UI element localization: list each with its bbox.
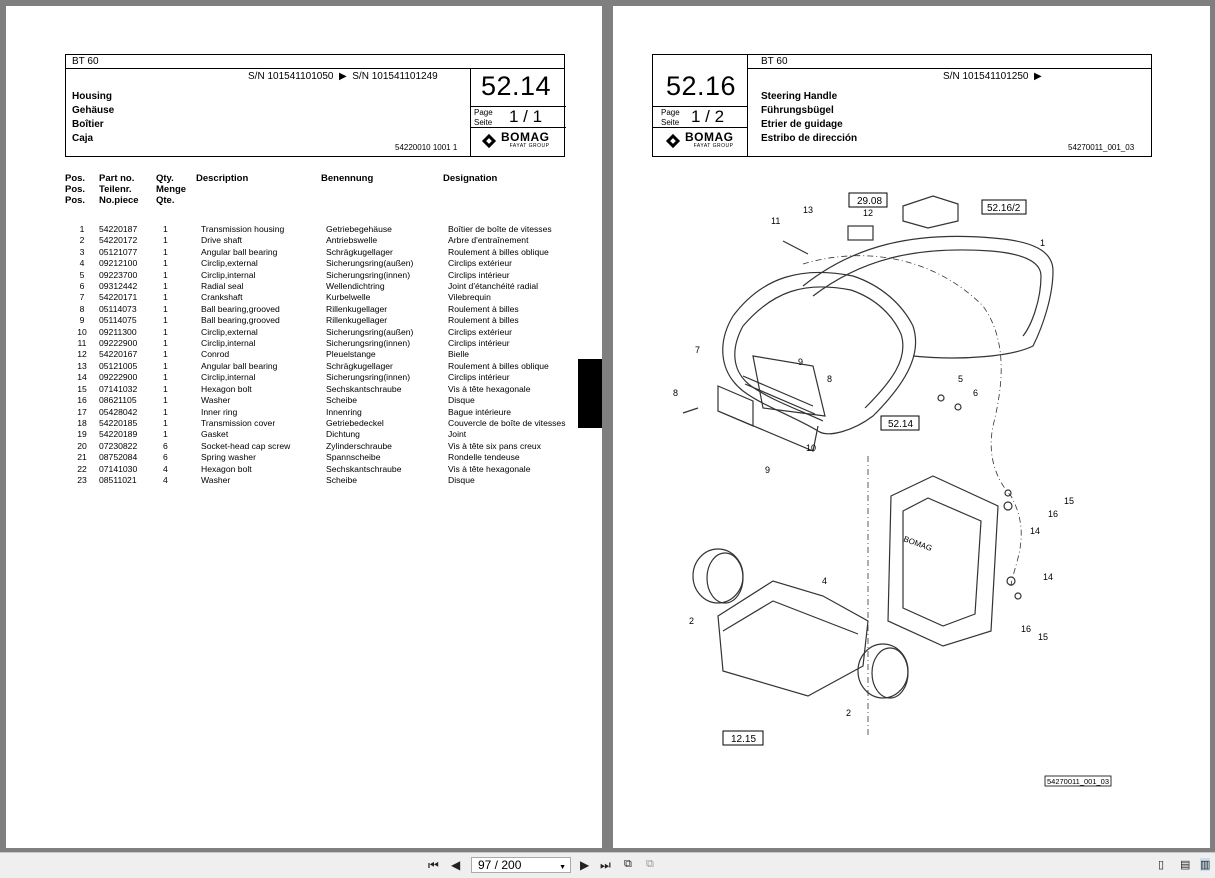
cell-designation: Vis à tête hexagonale [448,383,531,394]
cell-description: Hexagon bolt [201,463,252,474]
ref-box-29-08: 29.08 [857,196,883,207]
group-number: 52.14 [481,71,552,101]
cell-benennung: Antriebswelle [326,235,378,246]
cell-designation: Roulement à billes [448,315,519,326]
cell-qty: 6 [163,440,168,451]
cell-qty: 1 [163,303,168,314]
cell-designation: Disque [448,474,475,485]
cell-qty: 4 [163,474,168,485]
doc-number: 54220010 1001 1 [395,143,458,152]
cell-part-no: 09211300 [99,326,137,337]
cell-pos: 5 [79,269,85,280]
rotate-page-icon[interactable]: ⧉ [624,858,632,870]
cell-part-no: 54220187 [99,224,138,234]
col-designation-header: Designation [443,173,498,184]
cell-pos: 16 [77,395,87,406]
part-brand-label: BOMAG [902,534,934,554]
cell-pos: 3 [79,246,85,257]
serial-range: S/N 101541101250 ▶ [943,71,1042,82]
cell-qty: 1 [163,349,168,360]
facing-view-icon[interactable]: ▥ [1200,859,1211,871]
callout-13: 13 [803,205,814,215]
cell-designation: Vis à tête six pans creux [448,440,541,451]
cell-pos: 18 [77,417,87,428]
table-row [65,361,585,372]
cell-qty: 1 [163,417,168,428]
title-es: Estribo de dirección [761,133,858,144]
cell-benennung: Sicherungsring(innen) [326,372,411,383]
cell-designation: Couvercle de boîte de vitesses [448,417,566,428]
callout-14a: 14 [1030,526,1041,536]
callout-16b: 16 [1021,624,1032,634]
cell-designation: Circlips intérieur [448,338,510,349]
cell-qty: 6 [163,452,168,463]
ref-box-52-14: 52.14 [888,419,914,430]
cell-qty: 1 [163,269,168,280]
table-row [65,292,585,303]
left-page [6,6,602,848]
cell-pos: 14 [77,372,87,383]
cell-description: Socket-head cap screw [201,440,291,451]
cell-description: Spring washer [201,452,256,463]
cell-pos: 21 [77,452,87,463]
cell-benennung: Wellendichtring [326,281,385,292]
cell-description: Angular ball bearing [201,360,278,371]
cell-description: Crankshaft [201,292,243,303]
cell-part-no: 07230822 [99,440,138,451]
callout-5: 5 [958,374,964,384]
bomag-logo: BOMAG FAYAT GROUP [668,132,734,149]
first-page-icon[interactable]: ⏮ [428,858,439,872]
callout-12: 12 [863,208,874,218]
callout-14b: 14 [1043,572,1054,582]
cell-description: Transmission housing [201,224,285,234]
table-row [65,429,585,440]
cell-description: Ball bearing,grooved [201,315,280,326]
cell-qty: 1 [163,360,168,371]
prev-page-icon[interactable]: ◀ [451,858,461,872]
cell-qty: 1 [163,224,168,234]
cell-description: Drive shaft [201,235,243,246]
cell-designation: Joint d'étanchéité radial [448,281,539,292]
cell-pos: 19 [77,429,87,440]
callout-9a: 9 [798,357,804,367]
cell-designation: Roulement à billes [448,303,519,314]
cell-part-no: 09222900 [99,372,138,383]
title-fr: Etrier de guidage [761,119,843,130]
cell-pos: 11 [77,338,87,349]
cell-benennung: Spannscheibe [326,452,381,463]
cell-qty: 1 [163,258,168,269]
exploded-diagram [613,176,1210,816]
title-fr: Boîtier [72,119,104,130]
cell-benennung: Kurbelwelle [326,292,371,303]
group-number: 52.16 [666,71,737,101]
cell-pos: 6 [79,281,85,292]
cell-designation: Roulement à billes oblique [448,360,549,371]
bomag-logo: BOMAG FAYAT GROUP [484,132,550,149]
ref-box-52-16-2: 52.16/2 [987,203,1021,214]
cell-benennung: Scheibe [326,474,358,485]
table-row [65,224,585,235]
cell-qty: 4 [163,463,168,474]
table-row [65,338,585,349]
table-row [65,475,585,486]
cell-description: Circlip,internal [201,372,256,383]
page-label-en: Page [661,108,680,117]
cell-part-no: 07141030 [99,463,138,474]
table-row [65,452,585,463]
cell-benennung: Sicherungsring(außen) [326,326,414,337]
table-row [65,315,585,326]
callout-8a: 8 [673,388,679,398]
cell-pos: 15 [77,383,87,394]
single-page-view-icon[interactable]: ▯ [1158,859,1165,871]
cell-description: Circlip,internal [201,338,256,349]
cell-qty: 1 [163,235,168,246]
page-label-en: Page [474,108,493,117]
page-label-de: Seite [661,118,680,127]
cell-benennung: Pleuelstange [326,349,376,360]
cell-qty: 1 [163,406,168,417]
cell-part-no: 05114073 [99,303,137,314]
cell-designation: Vilebrequin [448,292,491,303]
cell-benennung: Sicherungsring(innen) [326,269,411,280]
page-number-select[interactable]: 97 / 200 ▼ [471,857,571,873]
cell-pos: 13 [77,360,87,371]
cell-description: Conrod [201,349,230,360]
cell-part-no: 54220172 [99,235,138,246]
table-row [65,281,585,292]
cell-description: Ball bearing,grooved [201,303,280,314]
cell-part-no: 09312442 [99,281,138,292]
cell-benennung: Innenring [326,406,362,417]
table-row [65,235,585,246]
cell-description: Washer [201,474,231,485]
dropdown-arrow-icon: ▼ [559,864,566,871]
cell-pos: 8 [79,303,85,314]
col-pos-header: Pos. Pos. Pos. [65,173,86,206]
cell-part-no: 07141032 [99,383,138,394]
cell-part-no: 05428042 [99,406,138,417]
cell-benennung: Sechskantschraube [326,463,402,474]
cell-benennung: Rillenkugellager [326,315,388,326]
parts-table [65,224,585,486]
cell-part-no: 09212100 [99,258,138,269]
table-row [65,258,585,269]
cell-benennung: Sicherungsring(außen) [326,258,414,269]
cell-designation: Joint [448,429,467,440]
col-desc-header: Description [196,173,249,184]
cell-description: Hexagon bolt [201,383,252,394]
cell-description: Circlip,external [201,258,258,269]
title-de: Führungsbügel [761,105,834,116]
callout-9b: 9 [765,465,771,475]
cell-qty: 1 [163,383,168,394]
cell-part-no: 08621105 [99,395,137,406]
cell-qty: 1 [163,246,168,257]
cell-pos: 10 [77,326,87,337]
cell-benennung: Getriebegehäuse [326,224,392,234]
table-row [65,407,585,418]
title-es: Caja [72,133,94,144]
cell-designation: Circlips extérieur [448,326,512,337]
cell-designation: Bielle [448,349,470,360]
page-indicator: 1 / 2 [691,107,725,126]
table-row [65,270,585,281]
cell-pos: 4 [79,258,85,269]
callout-6: 6 [973,388,979,398]
cell-description: Inner ring [201,406,238,417]
col-part-header: Part no. Teilenr. No.piece [99,173,139,206]
table-row [65,327,585,338]
table-row [65,304,585,315]
continuous-view-icon[interactable]: ▤ [1180,859,1191,871]
table-row [65,349,585,360]
cell-description: Angular ball bearing [201,246,278,257]
cell-part-no: 08511021 [99,474,137,485]
cell-part-no: 09223700 [99,269,138,280]
cell-designation: Circlips intérieur [448,269,510,280]
cell-qty: 1 [163,315,168,326]
cell-designation: Circlips extérieur [448,258,512,269]
cell-part-no: 05121077 [99,246,138,257]
cell-part-no: 05121005 [99,360,138,371]
page-label-de: Seite [474,118,493,127]
callout-1: 1 [1040,238,1046,248]
cell-designation: Bague intérieure [448,406,512,417]
cell-benennung: Schrägkugellager [326,246,393,257]
section-tab-marker [578,359,602,428]
right-page [613,6,1210,848]
table-row [65,395,585,406]
cell-benennung: Zylinderschraube [326,440,392,451]
model-label: BT 60 [72,56,99,67]
col-qty-header: Qty. Menge Qte. [156,173,187,206]
callout-2a: 2 [689,616,695,626]
cell-designation: Arbre d'entraînement [448,235,529,246]
cell-benennung: Sechskantschraube [326,383,402,394]
cell-qty: 1 [163,395,168,406]
callout-7: 7 [695,345,701,355]
last-page-icon[interactable]: ⏭ [600,858,611,872]
logo-diamond-icon [482,133,496,147]
cell-pos: 17 [77,406,87,417]
cell-qty: 1 [163,326,168,337]
drawing-id: 54270011_001_03 [1047,777,1110,786]
table-row [65,418,585,429]
cell-benennung: Sicherungsring(innen) [326,338,411,349]
cell-designation: Vis à tête hexagonale [448,463,531,474]
callout-16a: 16 [1048,509,1059,519]
table-row [65,372,585,383]
cell-designation: Boîtier de boîte de vitesses [448,224,552,234]
cell-qty: 1 [163,429,168,440]
viewer-toolbar [0,852,1215,878]
cell-part-no: 54220189 [99,429,138,440]
cell-qty: 1 [163,281,168,292]
table-row [65,247,585,258]
cell-part-no: 54220171 [99,292,138,303]
col-benennung-header: Benennung [321,173,374,184]
cell-part-no: 08752084 [99,452,138,463]
cell-designation: Disque [448,395,475,406]
cell-pos: 22 [77,463,87,474]
cell-part-no: 54220185 [99,417,138,428]
callout-4: 4 [822,576,828,586]
table-row [65,384,585,395]
cell-designation: Rondelle tendeuse [448,452,520,463]
title-en: Steering Handle [761,91,838,102]
cell-description: Circlip,external [201,326,258,337]
left-header-box [65,54,565,157]
cell-designation: Circlips intérieur [448,372,510,383]
table-row [65,441,585,452]
cell-description: Gasket [201,429,229,440]
callout-10: 10 [806,443,817,453]
cell-pos: 2 [79,235,85,246]
cell-pos: 23 [77,474,87,485]
ref-box-12-15: 12.15 [731,734,757,745]
cell-qty: 1 [163,372,168,383]
cell-benennung: Getriebedeckel [326,417,384,428]
cell-qty: 1 [163,338,168,349]
callout-15b: 15 [1038,632,1049,642]
callout-11: 11 [771,216,781,226]
cell-part-no: 09222900 [99,338,138,349]
model-label: BT 60 [761,56,788,67]
cell-benennung: Dichtung [326,429,360,440]
cell-part-no: 54220167 [99,349,138,360]
page-indicator: 1 / 1 [509,107,543,126]
cell-description: Transmission cover [201,417,276,428]
cell-pos: 9 [79,315,85,326]
serial-range: S/N 101541101050 ▶ S/N 101541101249 [248,71,438,82]
table-row [65,464,585,475]
callout-8b: 8 [827,374,833,384]
cell-description: Radial seal [201,281,244,292]
cell-benennung: Rillenkugellager [326,303,388,314]
cell-pos: 20 [77,440,87,451]
callout-2b: 2 [846,708,852,718]
doc-number: 54270011_001_03 [1068,143,1135,152]
cell-designation: Roulement à billes oblique [448,246,549,257]
next-page-icon[interactable]: ▶ [580,858,590,872]
cell-part-no: 05114075 [99,315,137,326]
title-de: Gehäuse [72,105,115,116]
cell-pos: 1 [79,224,85,234]
cell-benennung: Schrägkugellager [326,360,393,371]
right-header-box [652,54,1152,157]
cell-description: Circlip,internal [201,269,256,280]
cell-pos: 12 [77,349,87,360]
logo-diamond-icon [666,133,680,147]
title-en: Housing [72,91,112,102]
copy-page-icon[interactable]: ⧉ [646,858,654,870]
callout-15a: 15 [1064,496,1075,506]
cell-qty: 1 [163,292,168,303]
cell-benennung: Scheibe [326,395,358,406]
cell-pos: 7 [79,292,85,303]
cell-description: Washer [201,395,231,406]
